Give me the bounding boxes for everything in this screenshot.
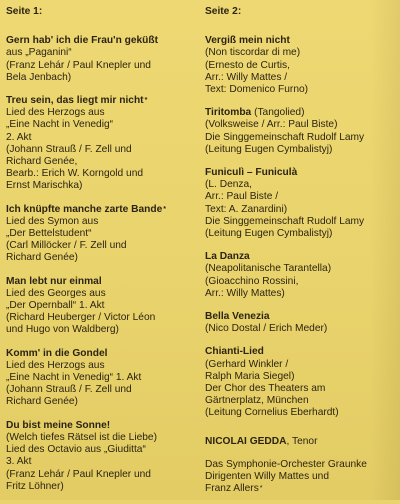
song-line: „Eine Nacht in Venedig“ 1. Akt	[6, 372, 142, 384]
performer-line	[205, 436, 400, 448]
song-line: aus „Paganini“	[6, 47, 72, 59]
song-line: (Johann Strauß / F. Zell und	[6, 384, 132, 396]
song-line: 2. Akt	[6, 131, 32, 143]
asterisk-mark: *	[163, 205, 166, 213]
song-title: Ich knüpfte manche zarte Bande*	[6, 203, 166, 215]
performer-block	[205, 436, 400, 448]
song-title: Vergiß mein nicht	[205, 35, 290, 47]
song-line: (Ernesto de Curtis,	[205, 59, 290, 71]
song-line: Arr.: Willy Mattes /	[205, 71, 288, 83]
song-line: Lied des Georges aus	[6, 287, 106, 299]
song-line: Lied des Symon aus	[6, 215, 99, 227]
song-line: Arr.: Paul Biste /	[205, 191, 279, 203]
song-line: (Gerhard Winkler /	[205, 358, 289, 370]
song-chianti-lied	[205, 346, 400, 419]
song-bella-venezia	[205, 311, 400, 335]
song-line: und Hugo von Waldberg)	[6, 324, 119, 336]
song-tiritomba	[205, 107, 400, 156]
performer-name: NICOLAI GEDDA	[205, 435, 287, 447]
side-1-column	[6, 6, 196, 504]
song-line: (Carl Millöcker / F. Zell und	[6, 240, 127, 252]
song-line: Die Singgemeinschaft Rudolf Lamy	[205, 131, 365, 143]
song-title: Komm' in die Gondel	[6, 347, 108, 359]
song-line: (Leitung Eugen Cymbalistyj)	[205, 143, 333, 155]
song-title: Bella Venezia	[205, 311, 270, 323]
song-line: Richard Genée)	[6, 396, 78, 408]
song-line: 3. Akt	[6, 456, 32, 468]
song-line: Text: Domenico Furno)	[205, 84, 309, 96]
song-la-danza	[205, 251, 400, 300]
song-line: (Franz Lehár / Paul Knepler und	[6, 59, 151, 71]
song-line: (L. Denza,	[205, 179, 252, 191]
song-line: (Welch tiefes Rätsel ist die Liebe)	[6, 431, 157, 443]
song-line: Bela Jenbach)	[6, 71, 72, 83]
song-line: Lied des Herzogs aus	[6, 107, 105, 119]
song-line: Fritz Löhner)	[6, 480, 64, 492]
song-komm-in-die-gondel	[6, 348, 196, 409]
side-2-column	[205, 6, 400, 496]
song-treu-sein	[6, 95, 196, 193]
song-line: Richard Genée)	[6, 252, 78, 264]
song-line: (Leitung Cornelius Eberhardt)	[205, 407, 339, 419]
song-line: Lied des Octavio aus „Giuditta“	[6, 444, 146, 456]
song-title-suffix: (Tangolied)	[251, 107, 305, 119]
song-line: Ernst Marischka)	[6, 180, 83, 192]
song-title: Chianti-Lied	[205, 346, 264, 358]
song-line: Arr.: Willy Mattes)	[205, 287, 285, 299]
song-title: La Danza	[205, 251, 250, 263]
song-funiculi	[205, 167, 400, 240]
song-line: (Neapolitanische Tarantella)	[205, 263, 332, 275]
song-gern-hab-ich	[6, 35, 196, 84]
song-line: Bearb.: Erich W. Korngold und	[6, 168, 144, 180]
song-line: (Gioacchino Rossini,	[205, 275, 299, 287]
song-title: Gern hab' ich die Frau'n geküßt	[6, 35, 159, 47]
song-line: Lied des Herzogs aus	[6, 359, 105, 371]
song-title: Treu sein, das liegt mir nicht*	[6, 95, 148, 107]
song-line: (Nico Dostal / Erich Meder)	[205, 323, 328, 335]
song-title-line	[205, 107, 400, 119]
credits-line: Das Symphonie-Orchester Graunke	[205, 458, 367, 470]
song-line: (Johann Strauß / F. Zell und	[6, 143, 132, 155]
song-title: Du bist meine Sonne!	[6, 419, 111, 431]
song-man-lebt-nur-einmal	[6, 276, 196, 337]
performer-role: , Tenor	[286, 435, 318, 447]
song-line: Text: A. Zanardini)	[205, 203, 288, 215]
song-ich-knuepfte	[6, 204, 196, 265]
song-line: (Volksweise / Arr.: Paul Biste)	[205, 119, 338, 131]
song-line: Ralph Maria Siegel)	[205, 370, 295, 382]
song-title: Tiritomba	[205, 107, 252, 119]
credits-line: Franz Allers*	[205, 483, 263, 495]
side-2-heading: Seite 2:	[205, 6, 242, 17]
song-title: Funiculì – Funiculà	[205, 167, 298, 179]
song-vergiss-mein-nicht	[205, 35, 400, 96]
song-line: Gärtnerplatz, München	[205, 395, 309, 407]
song-du-bist-meine-sonne	[6, 420, 196, 493]
asterisk-mark: *	[144, 97, 148, 105]
song-line: Richard Genée,	[6, 156, 78, 168]
side-1-heading: Seite 1:	[6, 6, 43, 17]
asterisk-mark: *	[259, 485, 263, 493]
song-line: (Non tiscordar di me)	[205, 47, 301, 59]
song-line: Die Singgemeinschaft Rudolf Lamy	[205, 215, 365, 227]
song-line: „Der Opernball“ 1. Akt	[6, 300, 105, 312]
song-line: Der Chor des Theaters am	[205, 383, 326, 395]
song-line: (Richard Heuberger / Victor Léon	[6, 312, 156, 324]
song-line: „Der Bettelstudent“	[6, 228, 92, 240]
credits-block	[205, 459, 400, 496]
song-line: „Eine Nacht in Venedig“	[6, 119, 114, 131]
song-line: (Leitung Eugen Cymbalistyj)	[205, 228, 333, 240]
credits-line: Dirigenten Willy Mattes und	[205, 471, 329, 483]
song-title: Man lebt nur einmal	[6, 275, 102, 287]
song-line: (Franz Lehár / Paul Knepler und	[6, 468, 151, 480]
